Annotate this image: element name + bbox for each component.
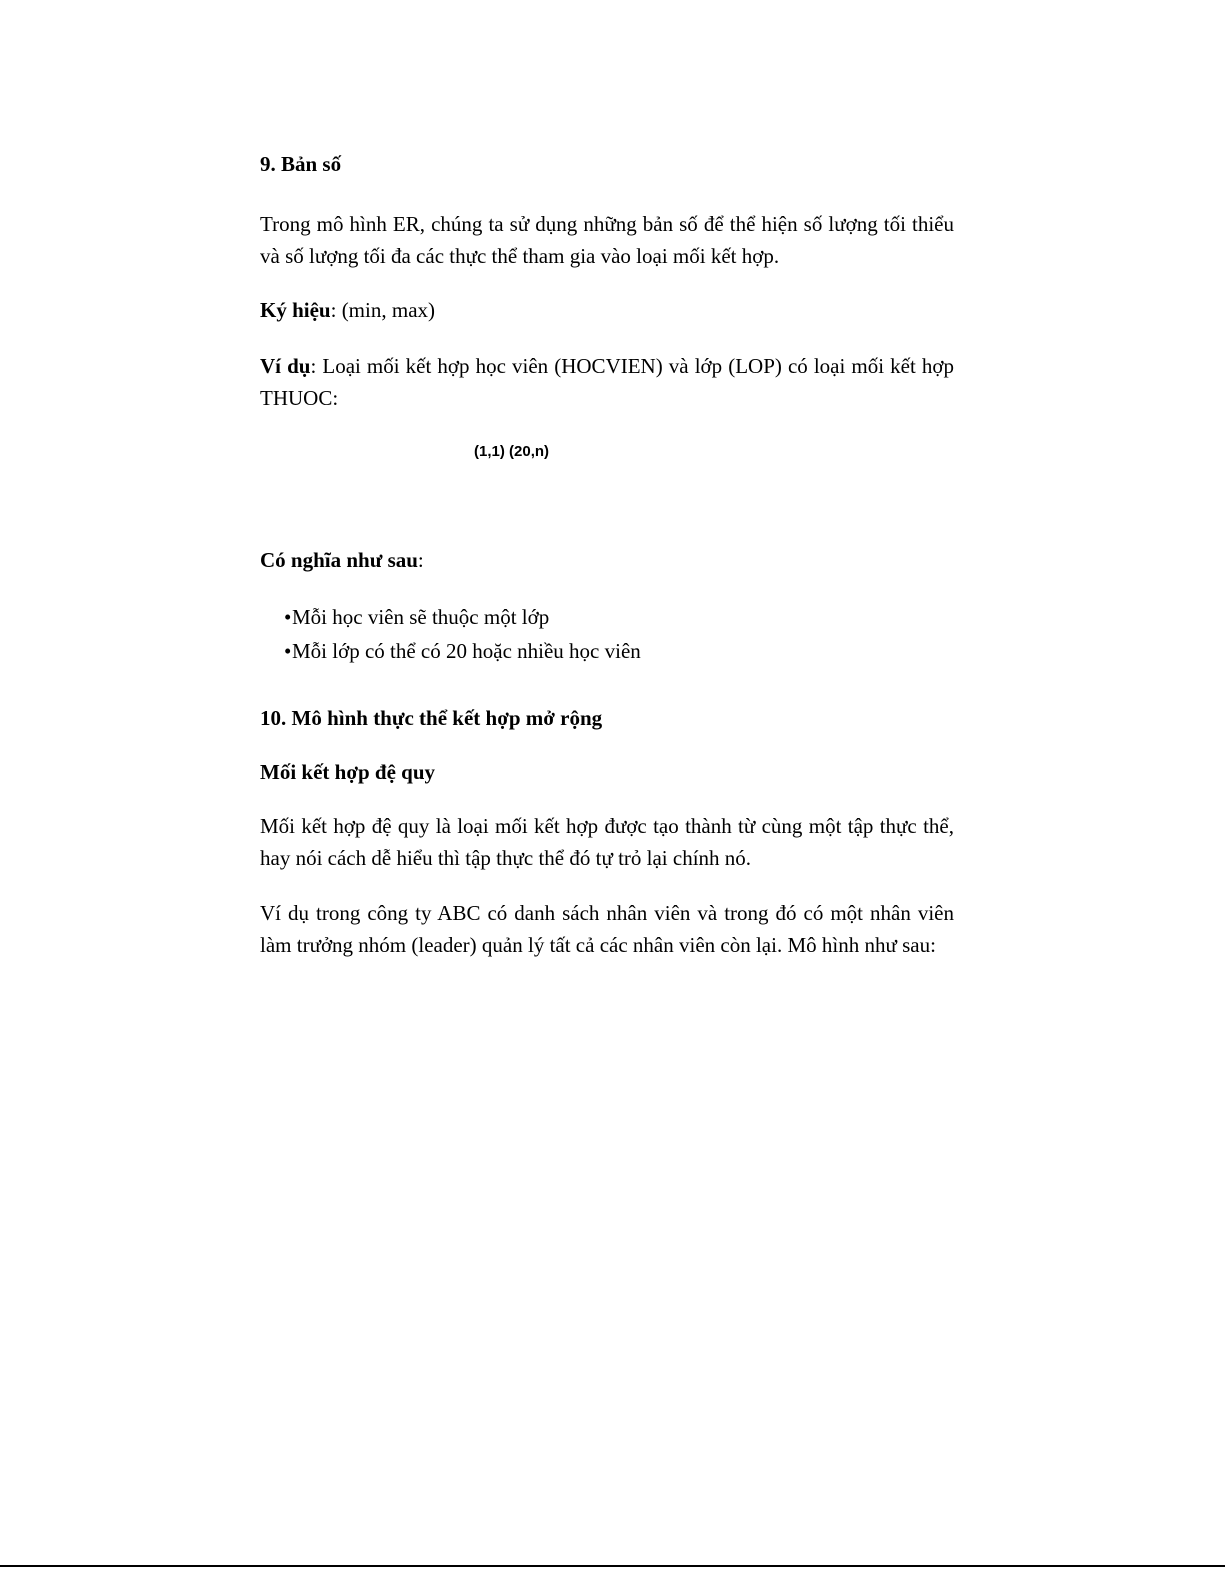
recursive-definition-paragraph: Mối kết hợp đệ quy là loại mối kết hợp được tạo thành từ cùng một tập thực thể, hay nói cách dễ hiểu thì tập thực thể đó tự trỏ lại chính nó. <box>260 814 954 870</box>
cardinality-label: (1,1) (20,n) <box>474 443 550 460</box>
meaning-suffix: : <box>417 548 424 572</box>
meaning-line <box>260 544 954 576</box>
recursive-relationship-subheading: Mối kết hợp đệ quy <box>260 760 435 784</box>
bullet-text: Mỗi lớp có thể có 20 hoặc nhiều học viên <box>292 639 641 663</box>
notation-line <box>260 294 954 326</box>
section-10-heading: 10. Mô hình thực thể kết hợp mở rộng <box>260 706 603 730</box>
meaning-bullet-list <box>284 600 641 668</box>
notation-label: Ký hiệu <box>260 298 331 322</box>
example-text: : Loại mối kết hợp học viên (HOCVIEN) và lớp (LOP) có loại mối kết hợp THUOC: <box>260 354 955 410</box>
example-paragraph <box>260 350 954 414</box>
bullet-icon: • <box>284 605 292 629</box>
notation-text: : (min, max) <box>330 298 436 322</box>
example-label: Ví dụ <box>260 354 311 378</box>
page-bottom-border <box>0 1565 1225 1567</box>
section-9-heading: 9. Bản số <box>260 152 342 176</box>
recursive-example-paragraph: Ví dụ trong công ty ABC có danh sách nhân viên và trong đó có một nhân viên làm trưởng nhóm (leader) quản lý tất cả các nhân viên còn lại. Mô hình như sau: <box>260 901 954 957</box>
meaning-label: Có nghĩa như sau <box>260 548 418 572</box>
list-item <box>284 634 641 668</box>
bullet-text: Mỗi học viên sẽ thuộc một lớp <box>292 605 550 629</box>
list-item <box>284 600 641 634</box>
bullet-icon: • <box>284 639 292 663</box>
section-9-intro-paragraph: Trong mô hình ER, chúng ta sử dụng những bản số để thể hiện số lượng tối thiểu và số lượng tối đa các thực thể tham gia vào loại mối kết hợp. <box>260 212 954 268</box>
